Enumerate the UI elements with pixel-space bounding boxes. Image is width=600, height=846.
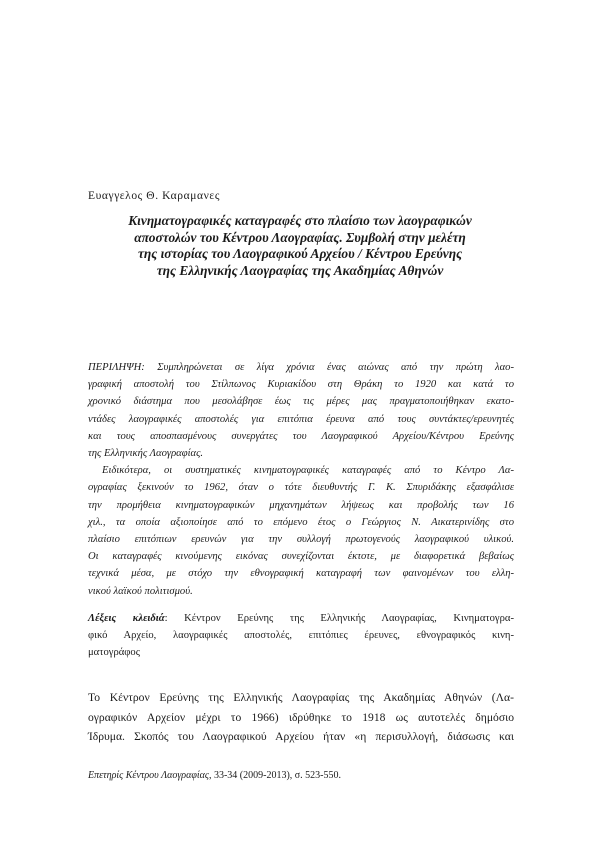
keywords xyxy=(88,610,514,662)
abstract-line: Ειδικότερα, οι συστηματικές κινηματογραφικές καταγραφές από το Κέντρο Λα- xyxy=(102,465,514,477)
abstract-line: γραφική αποστολή του Στίλπωνος Κυριακίδου στη Θράκη το 1920 και κατά το xyxy=(88,379,514,391)
author-name: Ευαγγελος Θ. Καραμανες xyxy=(88,190,220,202)
keywords-line xyxy=(88,610,514,627)
abstract-line: πλαίσιο επιτόπιων ερευνών για την συλλογή πρωτογενούς λαογραφικού υλικού. xyxy=(88,534,514,546)
abstract-line: ντάδες λαογραφικές αποστολές για επιτόπια έρευνα από τους συντάκτες/ερευνητές xyxy=(88,413,514,425)
abstract-line: ογραφίας ξεκινούν το 1962, όταν ο τότε διευθυντής Γ. Κ. Σπυριδάκης εξασφάλισε xyxy=(88,482,514,494)
keywords-label: Λέξεις κλειδιά xyxy=(88,613,165,624)
keywords-line: ματογράφος xyxy=(88,647,140,659)
journal-name: Επετηρίς Κέντρου Λαογραφίας xyxy=(88,770,209,781)
body-line: ογραφικόν Αρχείον μέχρι το 1966) ιδρύθηκε το 1918 ως αυτοτελές δημόσιο xyxy=(88,710,514,724)
keywords-text: : Κέντρον Ερεύνης της Ελληνικής Λαογραφίας, Κινηματογρα- xyxy=(164,613,514,624)
title-line: της Ελληνικής Λαογραφίας της Ακαδημίας Αθηνών xyxy=(156,262,444,278)
abstract-line: της Ελληνικής Λαογραφίας. xyxy=(88,448,204,460)
title-line: Κινηματογραφικές καταγραφές στο πλαίσιο των λαογραφικών xyxy=(128,213,472,228)
abstract-line: ΠΕΡΙΛΗΨΗ: Συμπληρώνεται σε λίγα χρόνια ένας αιώνας από την πρώτη λαο- xyxy=(88,362,514,373)
body-line: Ίδρυμα. Σκοπός του Λαογραφικού Αρχείου ήταν «η περισυλλογή, διάσωσις και xyxy=(88,730,514,743)
citation-details: , 33-34 (2009-2013), σ. 523-550. xyxy=(208,770,342,781)
abstract xyxy=(88,359,514,600)
abstract-line: χιλ., τα οποία αξιοποίησε από το επόμενο έτος ο Γεώργιος Ν. Αικατερινίδης στο xyxy=(88,516,514,528)
body-paragraph xyxy=(88,688,514,747)
abstract-line: νικού λαϊκού πολιτισμού. xyxy=(88,585,193,597)
abstract-line: Οι καταγραφές κινούμενης εικόνας συνεχίζονται έκτοτε, με διαφορετικά βεβαίως xyxy=(88,551,514,563)
article-title xyxy=(88,213,512,279)
abstract-line: τεχνικά μέσα, με στόχο την εθνογραφική καταγραφή των φαινομένων του ελλη- xyxy=(88,568,514,580)
abstract-line: και τους αποσπασμένους συνεργάτες του Λαογραφικού Αρχείου/Κέντρου Ερεύνης xyxy=(88,430,514,442)
keywords-line: φικό Αρχείο, λαογραφικές αποστολές, επιτόπιες έρευνες, εθνογραφικός κινη- xyxy=(88,630,514,642)
abstract-line: χρονικό διάστημα που μεσολάβησε έως τις μέρες μας πραγματοποιήθηκαν εκατο- xyxy=(88,396,514,408)
body-line: Το Κέντρον Ερεύνης της Ελληνικής Λαογραφίας της Ακαδημίας Αθηνών (Λα- xyxy=(88,691,514,704)
citation-footer xyxy=(88,770,341,781)
title-line: αποστολών του Κέντρου Λαογραφίας. Συμβολή στην μελέτη xyxy=(134,229,466,245)
abstract-line: την προμήθεια κινηματογραφικών μηχανημάτων λήψεως και προβολής των 16 xyxy=(88,499,514,511)
title-line: της ιστορίας του Λαογραφικού Αρχείου / Κέντρου Ερεύνης xyxy=(137,246,463,262)
